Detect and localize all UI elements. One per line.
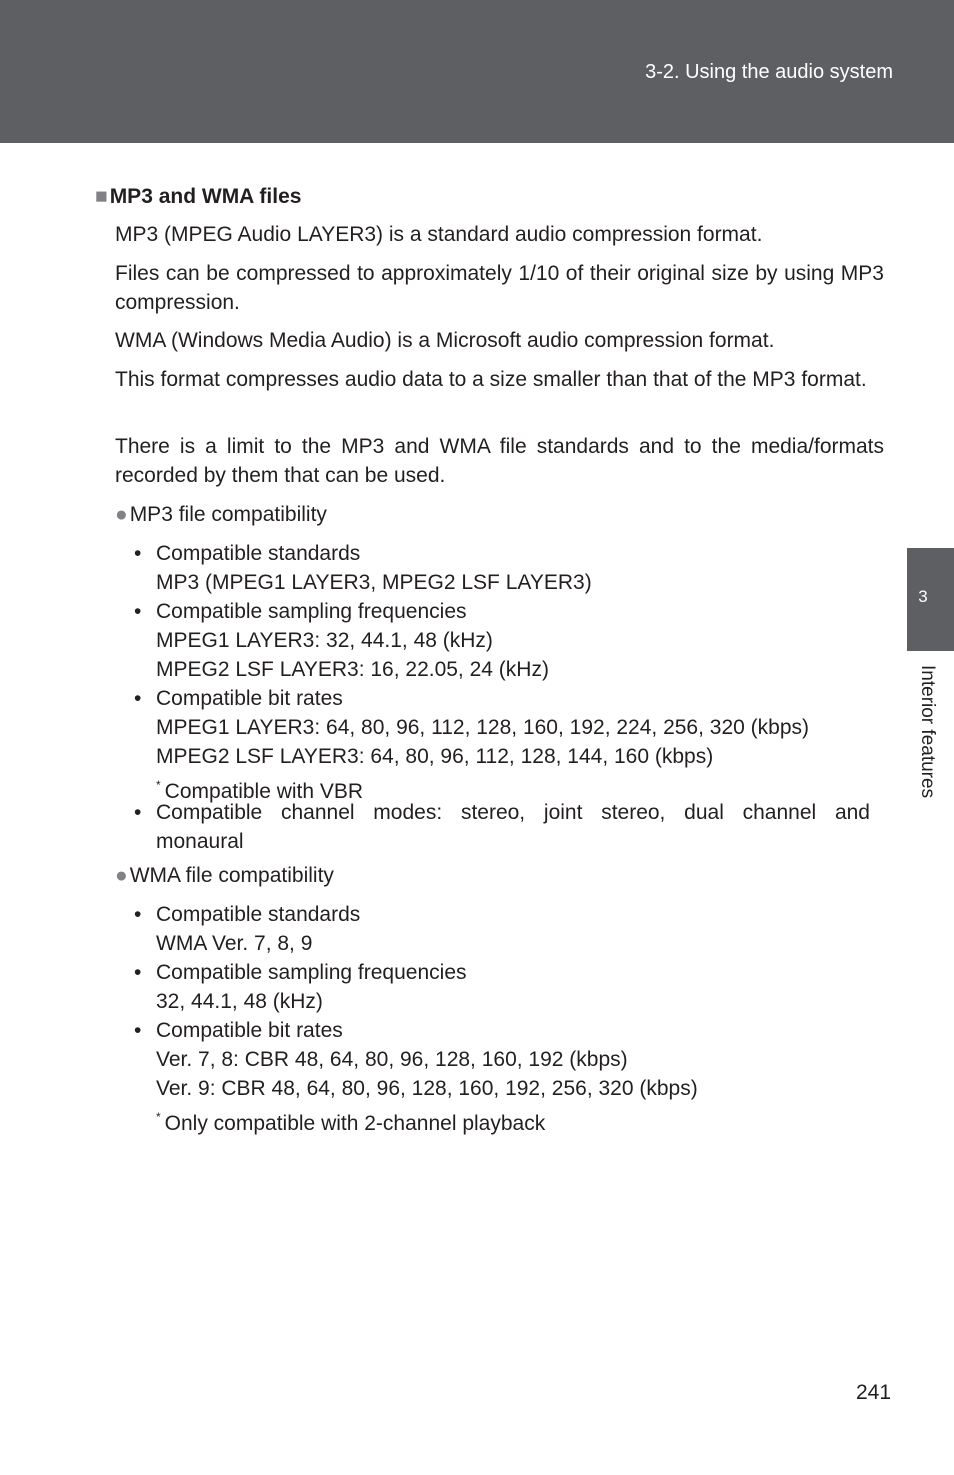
- list-item: [134, 684, 870, 806]
- bullet-icon: •: [134, 600, 142, 623]
- mp3-compatibility-heading: [115, 502, 327, 528]
- list-item-value: 32, 44.1, 48 (kHz): [156, 990, 323, 1013]
- footnote: [156, 1103, 870, 1138]
- paragraph: MP3 (MPEG Audio LAYER3) is a standard audio compression format.: [115, 223, 763, 246]
- list-item-title: Compatible sampling frequencies: [156, 961, 467, 984]
- footnote-text: Compatible with VBR: [164, 780, 364, 803]
- list-item-title: Compatible bit rates: [156, 687, 343, 710]
- mp3-compatibility-heading-text: MP3 file compatibility: [129, 503, 327, 526]
- wma-compatibility-heading: [115, 863, 334, 889]
- bullet-icon: •: [134, 1019, 142, 1042]
- asterisk: *: [156, 778, 161, 792]
- list-item-value: MP3 (MPEG1 LAYER3, MPEG2 LSF LAYER3): [156, 571, 592, 594]
- section-heading-text: MP3 and WMA files: [109, 185, 302, 208]
- list-item-value: Ver. 7, 8: CBR 48, 64, 80, 96, 128, 160, 192 (kbps): [156, 1048, 628, 1071]
- list-item-title: Compatible bit rates: [156, 1019, 343, 1042]
- circle-marker-icon: ●: [115, 864, 128, 887]
- list-item-title: Compatible standards: [156, 542, 361, 565]
- bullet-icon: •: [134, 542, 142, 565]
- square-marker-icon: ■: [95, 185, 108, 208]
- bullet-icon: •: [134, 801, 142, 824]
- wma-compatibility-heading-text: WMA file compatibility: [129, 864, 334, 887]
- paragraph: There is a limit to the MP3 and WMA file standards and to the media/formats recorded by them that can be used.: [115, 435, 884, 487]
- list-item-title: Compatible sampling frequencies: [156, 600, 467, 623]
- list-item: [134, 900, 870, 958]
- paragraph: Files can be compressed to approximately 1/10 of their original size by using MP3 compression.: [115, 262, 884, 314]
- list-item-value: MPEG2 LSF LAYER3: 16, 22.05, 24 (kHz): [156, 658, 549, 681]
- circle-marker-icon: ●: [115, 503, 128, 526]
- footnote-text: Only compatible with 2-channel playback: [164, 1112, 546, 1135]
- chapter-tab: [907, 548, 954, 651]
- list-item: [134, 958, 870, 1016]
- page-number: 241: [856, 1381, 892, 1404]
- section-heading: [95, 184, 301, 210]
- list-item-value: MPEG1 LAYER3: 64, 80, 96, 112, 128, 160, 192, 224, 256, 320 (kbps): [156, 716, 809, 739]
- bullet-icon: •: [134, 961, 142, 984]
- list-item-value: MPEG1 LAYER3: 32, 44.1, 48 (kHz): [156, 629, 493, 652]
- list-item: [134, 798, 870, 856]
- list-item-value: Ver. 9: CBR 48, 64, 80, 96, 128, 160, 192, 256, 320 (kbps): [156, 1077, 698, 1100]
- chapter-number: 3: [918, 587, 928, 606]
- list-item-value: MPEG2 LSF LAYER3: 64, 80, 96, 112, 128, 144, 160 (kbps): [156, 745, 714, 768]
- bullet-icon: •: [134, 687, 142, 710]
- asterisk: *: [156, 1110, 161, 1124]
- paragraph: This format compresses audio data to a size smaller than that of the MP3 format.: [115, 368, 867, 391]
- list-item-title: Compatible standards: [156, 903, 361, 926]
- section-title: 3-2. Using the audio system: [645, 61, 893, 83]
- chapter-label: Interior features: [917, 665, 938, 799]
- list-item: [134, 539, 870, 597]
- list-item-value: WMA Ver. 7, 8, 9: [156, 932, 313, 955]
- list-item: [134, 597, 870, 684]
- list-item: [134, 1016, 870, 1138]
- page-header: [0, 0, 954, 143]
- list-item-title: monaural: [156, 830, 244, 853]
- bullet-icon: •: [134, 903, 142, 926]
- paragraph: WMA (Windows Media Audio) is a Microsoft audio compression format.: [115, 329, 775, 352]
- list-item-title: Compatible channel modes: stereo, joint stereo, dual channel and: [156, 801, 870, 824]
